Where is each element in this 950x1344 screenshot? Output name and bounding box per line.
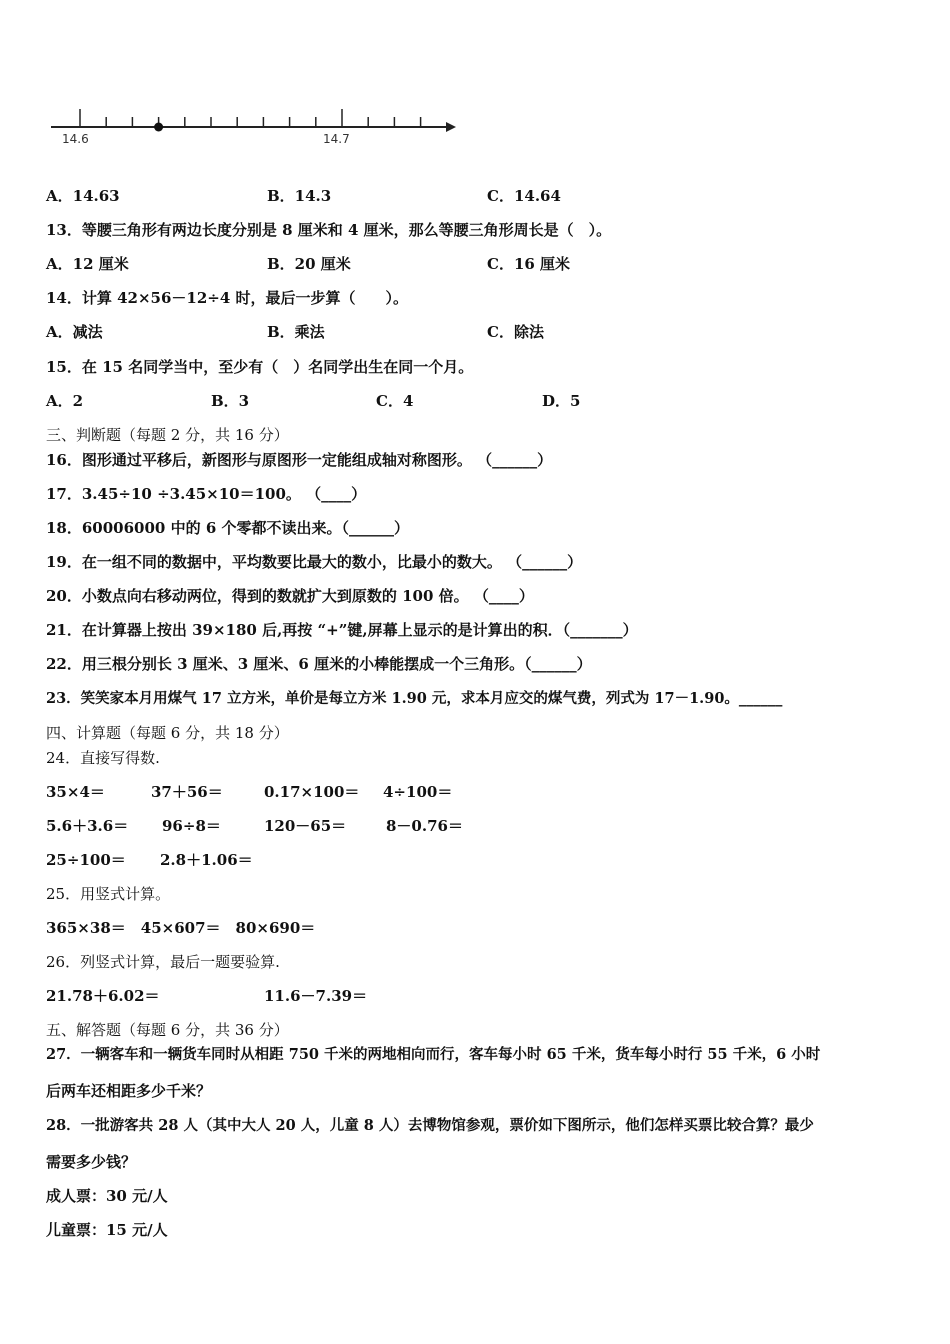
q21: 21．在计算器上按出 39×180 后,再按 “+”键,屏幕上显示的是计算出的积．（_______） — [46, 621, 638, 639]
q24-item: 8－0.76＝ — [386, 817, 463, 835]
q25-items: 365×38＝ 45×607＝ 80×690＝ — [46, 919, 316, 937]
q14-stem: 14．计算 42×56－12÷4 时，最后一步算（ ）。 — [46, 289, 409, 307]
q27-line2: 后两车还相距多少千米？ — [46, 1082, 212, 1100]
q22: 22．用三根分别长 3 厘米、3 厘米、6 厘米的小棒能摆成一个三角形。（______） — [46, 655, 592, 673]
number-line-marked-point — [154, 123, 163, 132]
q13-stem: 13．等腰三角形有两边长度分别是 8 厘米和 4 厘米，那么等腰三角形周长是（ ）。 — [46, 221, 612, 239]
q15-stem: 15．在 15 名同学当中，至少有（ ）名同学出生在同一个月。 — [46, 358, 474, 376]
q15-option-d: D．5 — [542, 392, 581, 410]
number-line-ticks — [80, 109, 421, 127]
q12-option-c: C．14.64 — [487, 187, 561, 205]
number-line-figure — [46, 100, 466, 150]
q24-item: 25÷100＝ — [46, 851, 126, 869]
q24-item: 5.6＋3.6＝ — [46, 817, 129, 835]
q16: 16．图形通过平移后，新图形与原图形一定能组成轴对称图形。 （______） — [46, 451, 553, 469]
q24-item: 120－65＝ — [264, 817, 347, 835]
q15-option-a: A．2 — [46, 392, 84, 410]
q13-option-c: C．16 厘米 — [487, 255, 571, 273]
q14-option-b: B．乘法 — [267, 323, 325, 341]
q24-item: 2.8＋1.06＝ — [160, 851, 253, 869]
q12-option-a: A．14.63 — [46, 187, 120, 205]
q26-item: 11.6－7.39＝ — [264, 987, 368, 1005]
q26-stem: 26．列竖式计算，最后一题要验算. — [46, 953, 280, 971]
q28-line1: 28．一批游客共 28 人（其中大人 20 人，儿童 8 人）去博物馆参观，票价如下图所示，他们怎样买票比较合算？最少 — [46, 1117, 814, 1134]
q17: 17．3.45÷10 ÷3.45×10＝100。 （____） — [46, 485, 367, 503]
q24-stem: 24．直接写得数. — [46, 749, 160, 767]
q24-item: 0.17×100＝ — [264, 783, 360, 801]
q13-option-b: B．20 厘米 — [267, 255, 351, 273]
q24-item: 96÷8＝ — [162, 817, 221, 835]
q15-option-b: B．3 — [211, 392, 250, 410]
section3-heading: 三、判断题（每题 2 分，共 16 分） — [46, 426, 289, 444]
q14-option-a: A．减法 — [46, 323, 103, 341]
q25-stem: 25．用竖式计算。 — [46, 885, 171, 903]
q12-option-b: B．14.3 — [267, 187, 332, 205]
q27-line1: 27．一辆客车和一辆货车同时从相距 750 千米的两地相向而行，客车每小时 65 千米，货车每小时行 55 千米，6 小时 — [46, 1046, 821, 1063]
section4-heading: 四、计算题（每题 6 分，共 18 分） — [46, 724, 289, 742]
number-line-label-left: 14.6 — [62, 132, 89, 146]
section5-heading: 五、解答题（每题 6 分，共 36 分） — [46, 1021, 289, 1039]
q23: 23．笑笑家本月用煤气 17 立方米，单价是每立方米 1.90 元，求本月应交的煤气费，列式为 17－1.90。______ — [46, 690, 783, 707]
q15-option-c: C．4 — [376, 392, 414, 410]
q24-item: 35×4＝ — [46, 783, 105, 801]
q14-option-c: C．除法 — [487, 323, 544, 341]
q20: 20．小数点向右移动两位，得到的数就扩大到原数的 100 倍。 （____） — [46, 587, 534, 605]
adult-ticket-price: 成人票：30 元/人 — [46, 1187, 168, 1205]
q24-item: 37＋56＝ — [151, 783, 223, 801]
q18: 18．60006000 中的 6 个零都不读出来。（______） — [46, 519, 409, 537]
q24-item: 4÷100＝ — [383, 783, 453, 801]
q19: 19．在一组不同的数据中，平均数要比最大的数小，比最小的数大。 （______） — [46, 553, 583, 571]
number-line-label-right: 14.7 — [323, 132, 350, 146]
number-line-arrow — [446, 122, 456, 132]
q13-option-a: A．12 厘米 — [46, 255, 129, 273]
q26-item: 21.78＋6.02＝ — [46, 987, 160, 1005]
q28-line2: 需要多少钱？ — [46, 1153, 137, 1171]
child-ticket-price: 儿童票：15 元/人 — [46, 1221, 168, 1239]
